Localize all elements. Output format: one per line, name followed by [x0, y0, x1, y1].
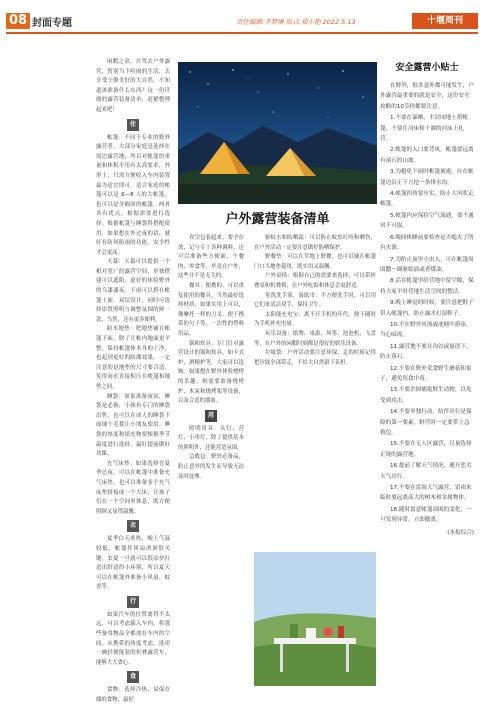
paragraph: 夏季白天炎热，晚上气温较低，帐篷挂风扇消暑很关键，农夏一旦就可以很凉快打造出舒适的小环境，所以夏天可以在帐篷外准备小风扇、蚊香等。: [96, 536, 170, 591]
subhead-box: 用: [205, 410, 217, 422]
paragraph: 垃圾袋：户外活动要注意环保，走的时候记得把垃圾全部带走，不给大自然留下负担。: [254, 350, 376, 366]
tip-item: 15.不要在无人区露营，尽量选择正规的露营地。: [380, 441, 472, 458]
paragraph: 食物：选择冷热、易保存储的食物，最好: [96, 687, 170, 704]
paragraph: 如果汽车的位置离得不太远，可以考虑载入车内，将那些备用物品全都放在车内的空间。从携带的角度考虑，选用一辆轻便能装的折叠露营车，能够大大省心。: [96, 611, 170, 666]
safety-tips-sidebar: [380, 58, 474, 698]
tip-item: 7.为防止夜里小虫入，可在帐篷周围撒一圈驱蚊液或者煤油。: [380, 256, 474, 273]
night-camp-illustration: [178, 62, 377, 204]
paragraph: 睡袋：如果准备夜宿，睡袋是必备，小孩有专门的睡袋出售，也可以在成人的睡袋下面铺个毛毯让小朋友使用。睡袋的厚度和填充物要根据季节温度进行选择，最好提前做好功课。: [96, 393, 170, 458]
paragraph: 玩乐设备：纸牌、桌游、风筝、泡泡机、飞盘等，在户外的闲暇时刻都是很好的娱乐设备。: [254, 330, 376, 347]
paragraph: 急救包：野外必备品，防止意外的发生而导致无法及时处理。: [178, 454, 244, 480]
paragraph: 户外桌椅：根据自己的需要来选择，可以带折叠桌和折叠椅，在户外吃饭和休息会更舒适。: [254, 273, 376, 289]
tip-item: 5.帐篷内应保持空气流通，要不通风不可取。: [380, 212, 474, 230]
header-divider: [6, 32, 478, 34]
paragraph: 帐篷：不同于专业的野外露营者，大部分家庭是选择在周边露营地，所以对帐篷的重量和体积不用有太高要求，外形上，只需方便收入车内装置最为适宜即可。适合家庭的帐篷可以是 6—8 人的大帐篷，也可以是分隔间的帐篷，两者各有优点，根据需要进行选择。根据帐篷与睡袋科搭配使用，如果想在外过夜的话，就好有防风防雨的功能，安全性才会更高。: [96, 134, 170, 256]
tip-item: 12.不要在野外采食野生蘑菇和果子，避免误食中毒。: [380, 365, 472, 382]
sidebar-title: 安全露营小贴士: [395, 63, 459, 73]
article-title: 户外露营装备清单: [225, 212, 330, 227]
paragraph: 闲暇之余，自驾去户外露营，暂别当下喧闹的生活，去享受宁静美好的大自然。不知道该准备什么东西？这一份详细的露营装备清单，赶紧整理起来吧！: [96, 59, 170, 113]
page-number: 08: [6, 13, 30, 29]
paragraph: 真空包装起来。要予存放，记与专上各种调料，还可以准备些方便面、午餐肉、零食等，毕竟在户外，这些并不是无关的。: [178, 235, 244, 280]
article-column-1: [96, 58, 170, 704]
tip-item: 13.不要企图捕捉野生动物，以免受到攻击。: [380, 387, 472, 404]
subhead-box: 行: [127, 596, 139, 608]
source-signature: (本报综合): [447, 529, 474, 536]
article-column-2: [178, 234, 244, 698]
paragraph: 免洗洗手液、湿纸巾：不方便洗手时，可以用它们来清洁双手，保持卫生。: [254, 292, 376, 309]
subhead-box: 衣: [127, 520, 139, 532]
subhead-box: 食: [127, 671, 139, 683]
tip-item: 1.不要在暴晒、半封闭地上搭帐篷，不要在河床和干涸的河床上扎营。: [380, 115, 469, 143]
hero-photo-tents-night: [178, 62, 377, 204]
newspaper-brand: 十堰周刊: [412, 13, 478, 29]
page-header: [0, 0, 484, 36]
subhead-box: 住: [127, 119, 139, 131]
tip-item: 10.不在野外河流或池塘中游泳，当心暗流。: [380, 321, 472, 339]
tip-item: 14.不要单独行动，结伴出行是保障的第一要素，野营时一定要带上急救包。: [380, 409, 472, 436]
sidebar-intro: 在野外，很多意外都可能发生，户外露营最重要的就是安全，这份安全攻略的10节你都要注意。: [380, 83, 474, 110]
tip-item: 16.提前了解天气情况，避开恶劣天气出行。: [380, 463, 472, 480]
tip-item: 18.随时留意帐篷周围的变化，一旦发现异常，立即撤离。: [380, 506, 472, 524]
tip-item: 3.为避免下雨时帐篷被淹，应在帐篷边沿正下方挖一条排水沟。: [380, 169, 474, 186]
editor-credits: 责任编辑:李梦琳 版式:郑小艳 2022.5.13: [236, 18, 356, 26]
paragraph: 太阳能充电宝：离不开手机的年代，便于随时为手机补充电量。: [254, 311, 376, 328]
tip-item: 6.晚间休睡前要检查是否熄火了所有火源。: [380, 234, 474, 252]
tip-item: 11.露营地不要在沟谷或悬崖下，防止落石。: [380, 343, 472, 361]
paragraph: 防水地垫：把地垫铺在帐篷下面，除了让帐内地面更平整，保持帐篷体本身的干净，也起到更好的防潮效果。一定注意的是地垫的尺寸要合适，免得雨水直接积压在帐篷和地垫之间。: [96, 326, 170, 390]
tip-item: 9.晚上睡觉的时候，要注意把鞋子带入帐篷内，防止露水打湿鞋子。: [380, 300, 474, 317]
tip-item: 17.不要在雷雨天气露营，雷雨来临时要远离高大的树木和金属物体。: [380, 485, 472, 502]
picnic-table-photo: [254, 552, 376, 686]
paragraph: 充气床垫：如果选择在夏季过夜，可以在帐篷中准备充气床垫，也可以准备多个充气床垫拼接成一个大床，让孩子们在一个空间里休息，既方便照顾又显得温馨。: [96, 460, 170, 515]
paragraph: 锅和炊具：专门针对露营设计的锅和炊具，如卡式炉、酒精炉等，大家可以选购。如果想在野外体验烧烤的乐趣，则需要准备烧烤炉、木炭和烧烤架等设备，以及合适的器皿。: [178, 340, 244, 405]
tip-item: 8.活在帐篷里给营地中留空隙，保持大家平时营地生活空间的整洁。: [380, 278, 474, 295]
paragraph: 天幕：天幕可以提供一个相对宽广的露营空间，单独搭建可以遮阳，更好的体验野外的乌漆漆夜。下雨可以搭在帐篷上面，双层设计，同时可选择添置照明与调整氛围的鲜一款，当然，还有更多便利。: [96, 259, 170, 323]
paragraph: 照明用具：头灯、营灯、小串灯，除了提供基本的照明外，还能营造氛围。: [178, 425, 244, 451]
tip-item: 2.帐篷的入口要背风，帐篷要远离有滚石的山坡。: [380, 147, 474, 164]
section-title: 封面专题: [32, 18, 72, 29]
tip-item: 4.帐篷四角要压实，防止大风吹走帐篷。: [380, 191, 474, 208]
picnic-illustration: [254, 552, 376, 686]
paragraph: 餐具：便携的、可以重复使用的餐具，当然最好选择材质，如果实用上可以，像摩托一样的刀叉、便于携带的勺子等，一次性的塑料用品。: [178, 282, 244, 337]
paragraph: 驱蚊水和防晒霜：可以防止蚊虫叮咬和晒伤，在户外活动一定要注意做好防晒保护。: [254, 235, 376, 251]
paragraph: 野餐垫：可以在草地上野餐，也可以铺在帐篷门口当地垫使用，既实用又温馨。: [254, 254, 376, 270]
article-column-3: [254, 234, 376, 544]
